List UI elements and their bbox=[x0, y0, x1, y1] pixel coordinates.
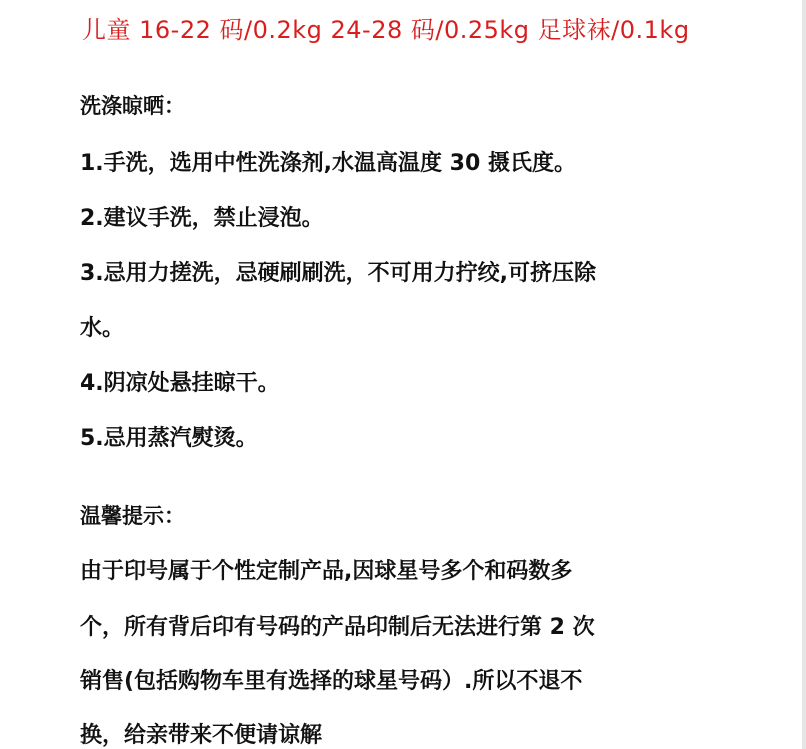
tips-line-2: 个，所有背后印有号码的产品印制后无法进行第 2 次 bbox=[80, 615, 595, 640]
washing-line-2: 2.建议手洗，禁止浸泡。 bbox=[80, 206, 324, 231]
tips-section-title: 温馨提示： bbox=[80, 504, 185, 528]
washing-line-3: 3.忌用力搓洗，忌硬刷刷洗，不可用力拧绞,可挤压除 bbox=[80, 261, 597, 286]
tips-line-1: 由于印号属于个性定制产品,因球星号多个和码数多 bbox=[80, 559, 573, 584]
tips-line-4: 换，给亲带来不便请谅解 bbox=[80, 723, 323, 748]
size-weight-line: 儿童 16-22 码/0.2kg 24-28 码/0.25kg 足球袜/0.1kg bbox=[82, 16, 690, 44]
washing-line-3-continued: 水。 bbox=[80, 316, 125, 341]
washing-line-1: 1.手洗，选用中性洗涤剂,水温高温度 30 摄氏度。 bbox=[80, 151, 576, 176]
right-border bbox=[802, 0, 806, 749]
tips-line-3: 销售(包括购物车里有选择的球星号码）.所以不退不 bbox=[80, 669, 583, 694]
washing-section-title: 洗涤晾晒： bbox=[80, 94, 185, 118]
washing-line-4: 4.阴凉处悬挂晾干。 bbox=[80, 371, 280, 396]
washing-line-5: 5.忌用蒸汽熨烫。 bbox=[80, 426, 258, 451]
